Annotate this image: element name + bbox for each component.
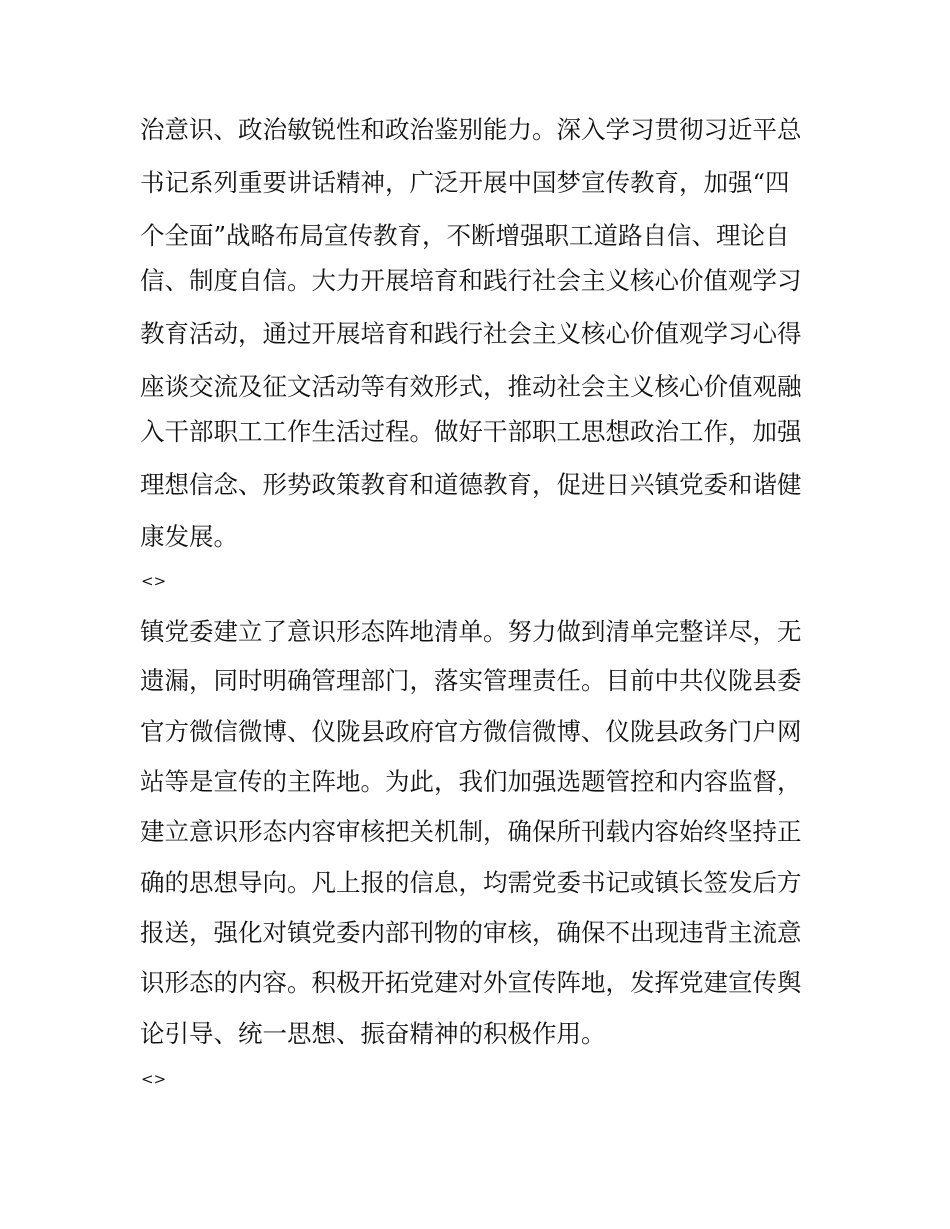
paragraph-line: 治意识、政治敏锐性和政治鉴别能力。深入学习贯彻习近平总 (140, 115, 802, 144)
paragraph-line: 教育活动，通过开展培育和践行社会主义核心价值观学习心得 (140, 319, 802, 348)
paragraph-line: 论引导、统一思想、振奋精神的积极作用。 (140, 1019, 606, 1048)
paragraph-line: 个全面”战略布局宣传教育，不断增强职工道路自信、理论自 (140, 221, 790, 250)
paragraph-line: 遗漏，同时明确管理部门，落实管理责任。目前中共仪陇县委 (140, 666, 802, 695)
section-marker: <> (141, 572, 167, 590)
paragraph-line: 站等是宣传的主阵地。为此，我们加强选题管控和内容监督， (140, 767, 802, 796)
paragraph-line: 入干部职工工作生活过程。做好干部职工思想政治工作，加强 (140, 417, 802, 446)
paragraph-line: 康发展。 (140, 522, 238, 551)
paragraph-line: 书记系列重要讲话精神，广泛开展中国梦宣传教育，加强“四 (140, 168, 790, 197)
paragraph-line: 座谈交流及征文活动等有效形式，推动社会主义核心价值观融 (140, 372, 802, 401)
section-marker: <> (141, 1070, 167, 1088)
paragraph-line: 确的思想导向。凡上报的信息，均需党委书记或镇长签发后方 (140, 868, 802, 897)
paragraph-line: 建立意识形态内容审核把关机制，确保所刊载内容始终坚持正 (140, 817, 802, 846)
paragraph-line: 信、制度自信。大力开展培育和践行社会主义核心价值观学习 (140, 266, 802, 295)
paragraph-line: 理想信念、形势政策教育和道德教育，促进日兴镇党委和谐健 (140, 470, 802, 499)
paragraph-line: 报送，强化对镇党委内部刊物的审核，确保不出现违背主流意 (140, 918, 802, 947)
paragraph-line: 识形态的内容。积极开拓党建对外宣传阵地，发挥党建宣传舆 (140, 968, 802, 997)
paragraph-line: 官方微信微博、仪陇县政府官方微信微博、仪陇县政务门户网 (140, 717, 802, 746)
paragraph-line: 镇党委建立了意识形态阵地清单。努力做到清单完整详尽，无 (140, 617, 802, 646)
